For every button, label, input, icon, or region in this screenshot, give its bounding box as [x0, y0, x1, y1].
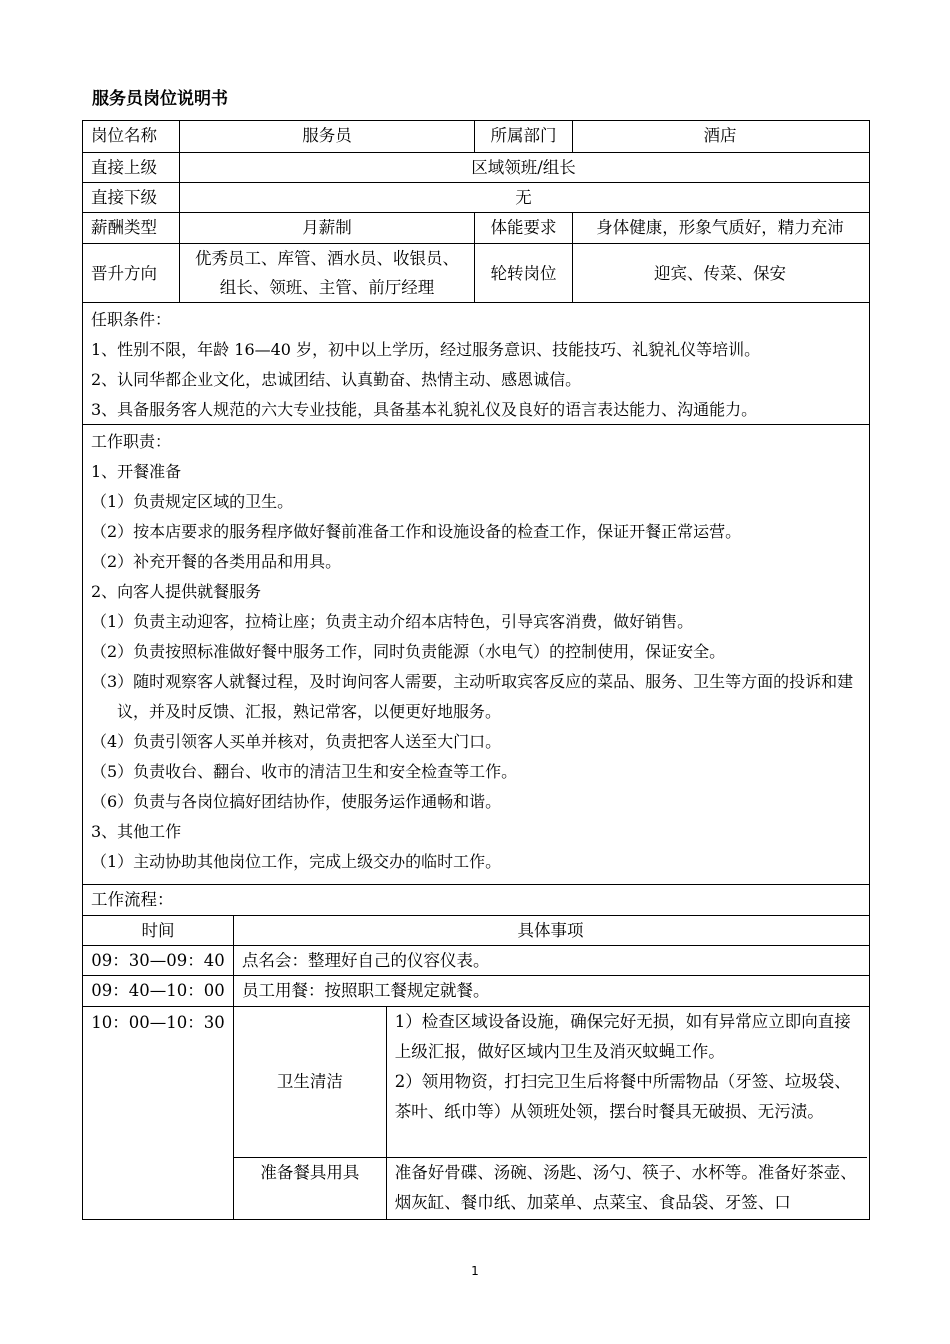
- dept-value: 酒店: [572, 121, 867, 152]
- superior-label: 直接上级: [91, 158, 157, 177]
- flow-detail: 点名会：整理好自己的仪容仪表。: [233, 946, 867, 975]
- physical-label: 体能要求: [474, 213, 572, 243]
- salary-label: 薪酬类型: [91, 218, 157, 237]
- promotion-line-1: 优秀员工、库管、酒水员、收银员、: [195, 249, 459, 268]
- row-subordinate: [83, 182, 869, 212]
- superior-value: 区域领班/组长: [179, 153, 867, 182]
- promotion-label: 晋升方向: [91, 264, 157, 283]
- duty-item: （1）负责规定区域的卫生。: [91, 492, 294, 511]
- subtask-paragraph: 2）领用物资，打扫完卫生后将餐中所需物品（牙签、垃圾袋、茶叶、纸巾等）从领班处领，摆台时餐具无破损、无污渍。: [394, 1072, 851, 1121]
- row-salary: [83, 212, 869, 243]
- qualifications-heading: 任职条件：: [91, 310, 172, 329]
- duty-item: （1）负责主动迎客，拉椅让座；负责主动介绍本店特色，引导宾客消费，做好销售。: [91, 612, 694, 631]
- duties-subsection-2: 2、向客人提供就餐服务: [91, 582, 262, 601]
- duty-item: （5）负责收台、翻台、收市的清洁卫生和安全检查等工作。: [91, 762, 518, 781]
- duty-item: （2）补充开餐的各类用品和用具。: [91, 552, 342, 571]
- row-superior: [83, 152, 869, 182]
- rotation-label: 轮转岗位: [474, 244, 572, 302]
- row-position: [83, 120, 869, 152]
- flow-col-time: 时间: [141, 921, 175, 940]
- job-description-table: [82, 120, 870, 1220]
- salary-value: 月薪制: [179, 213, 474, 243]
- flow-time: 10：00—10：30: [91, 1013, 225, 1032]
- subordinate-value: 无: [179, 183, 867, 212]
- table-row: [83, 945, 869, 975]
- flow-heading-row: [83, 884, 869, 915]
- duty-item: （4）负责引领客人买单并核对，负责把客人送至大门口。: [91, 732, 502, 751]
- duty-item: （1）主动协助其他岗位工作，完成上级交办的临时工作。: [91, 852, 502, 871]
- subtask-text: [387, 1007, 867, 1157]
- subtask-tableware: [234, 1157, 867, 1219]
- flow-subtasks: [233, 1007, 867, 1219]
- duties-section: [83, 424, 869, 884]
- position-label: 岗位名称: [91, 126, 157, 145]
- flow-heading: 工作流程：: [91, 890, 174, 909]
- subtask-cleaning: [234, 1007, 867, 1157]
- position-value: 服务员: [179, 121, 474, 152]
- qualification-item: 2、认同华都企业文化，忠诚团结、认真勤奋、热情主动、感恩诚信。: [91, 370, 582, 389]
- duty-item: （6）负责与各岗位搞好团结协作，使服务运作通畅和谐。: [91, 792, 502, 811]
- flow-detail: 员工用餐：按照职工餐规定就餐。: [233, 976, 867, 1006]
- dept-label: 所属部门: [474, 121, 572, 152]
- qualification-item: 1、性别不限，年龄 16—40 岁，初中以上学历，经过服务意识、技能技巧、礼貌礼仪等培训。: [91, 340, 761, 359]
- flow-time: 09：40—10：00: [91, 981, 225, 1000]
- page-number: 1: [471, 1264, 479, 1278]
- subtask-text: 准备好骨碟、汤碗、汤匙、汤勺、筷子、水杯等。准备好茶壶、烟灰缸、餐巾纸、加菜单、点菜宝、食品袋、牙签、口: [394, 1163, 857, 1212]
- document-title: 服务员岗位说明书: [92, 89, 228, 109]
- duty-item: （2）按本店要求的服务程序做好餐前准备工作和设施设备的检查工作，保证开餐正常运营。: [91, 522, 742, 541]
- duties-subsection-3: 3、其他工作: [91, 822, 182, 841]
- row-promotion: [83, 243, 869, 302]
- flow-col-detail: 具体事项: [233, 916, 867, 945]
- table-row: [83, 1006, 869, 1219]
- duties-heading: 工作职责：: [91, 432, 172, 451]
- subordinate-label: 直接下级: [91, 188, 157, 207]
- flow-header-row: [83, 915, 869, 945]
- duties-subsection-1: 1、开餐准备: [91, 462, 182, 481]
- qualifications-section: [83, 302, 869, 424]
- qualification-item: 3、具备服务客人规范的六大专业技能，具备基本礼貌礼仪及良好的语言表达能力、沟通能力。: [91, 400, 758, 419]
- subtask-label: 准备餐具用具: [234, 1158, 387, 1219]
- subtask-paragraph: 1）检查区域设备设施，确保完好无损，如有异常应立即向直接上级汇报，做好区域内卫生及消灭蚊蝇工作。: [394, 1012, 851, 1061]
- table-row: [83, 975, 869, 1006]
- promotion-value: [179, 244, 474, 302]
- subtask-label: 卫生清洁: [234, 1007, 387, 1157]
- rotation-value: 迎宾、传菜、保安: [572, 244, 867, 302]
- duty-item: （3）随时观察客人就餐过程，及时询问客人需要，主动听取宾客反应的菜品、服务、卫生等方面的投诉和建议，并及时反馈、汇报，熟记常客，以便更好地服务。: [91, 672, 854, 721]
- flow-time: 09：30—09：40: [91, 951, 225, 970]
- duty-item: （2）负责按照标准做好餐中服务工作，同时负责能源（水电气）的控制使用，保证安全。: [91, 642, 726, 661]
- promotion-line-2: 组长、领班、主管、前厅经理: [219, 278, 435, 297]
- physical-value: 身体健康，形象气质好，精力充沛: [572, 213, 867, 243]
